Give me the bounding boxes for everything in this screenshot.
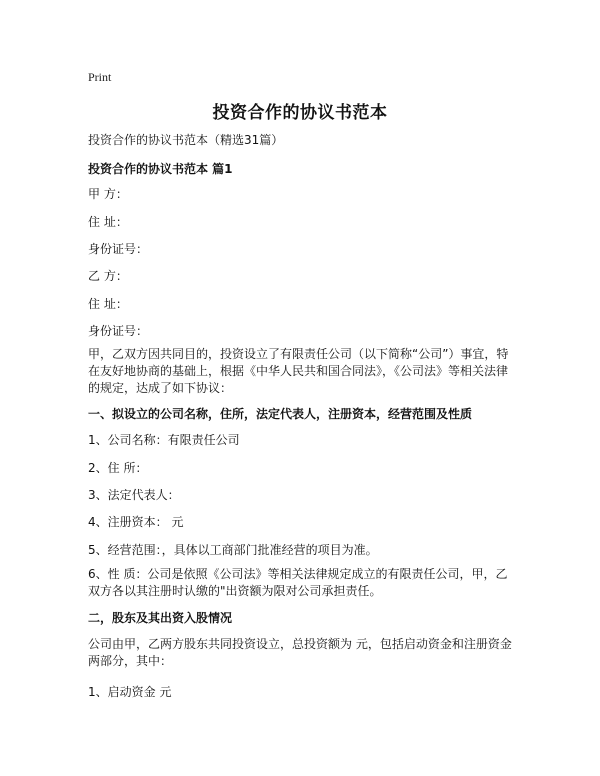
party-b-field: 乙 方：: [88, 269, 128, 283]
id-number-b-field: 身份证号：: [88, 324, 149, 338]
article1-heading: 一、拟设立的公司名称，住所，法定代表人，注册资本，经营范围及性质: [88, 407, 473, 421]
article1-item-registered-capital: 4、注册资本： 元: [88, 515, 184, 529]
article1-item-business-scope: 5、经营范围：，具体以工商部门批准经营的项目为准。: [88, 543, 378, 557]
document-title: 投资合作的协议书范本: [212, 103, 388, 123]
address-a-field: 住 址：: [88, 215, 128, 229]
section-heading: 投资合作的协议书范本 篇1: [88, 162, 233, 176]
article1-item-legal-representative: 3、法定代表人：: [88, 488, 180, 502]
article1-item-company-name: 1、公司名称：有限责任公司: [88, 433, 240, 447]
print-label: Print: [88, 70, 112, 84]
document-subtitle: 投资合作的协议书范本（精选31篇）: [88, 133, 284, 147]
party-a-field: 甲 方：: [88, 187, 128, 201]
article2-heading: 二，股东及其出资入股情况: [88, 611, 233, 625]
article1-item-nature: 6、性 质：公司是依照《公司法》等相关法律规定成立的有限责任公司，甲，乙双方各以其注册时认缴的"出资额为限对公司承担责任。: [88, 567, 508, 598]
article2-item-startup-capital: 1、启动资金 元: [88, 685, 172, 699]
intro-paragraph: 甲，乙双方因共同目的，投资设立了有限责任公司（以下简称“公司”）事宜，特在友好地协商的基础上，根据《中华人民共和国合同法》，《公司法》等相关法律的规定，达成了如下协议：: [88, 347, 509, 395]
article1-item-domicile: 2、住 所：: [88, 461, 148, 475]
address-b-field: 住 址：: [88, 297, 128, 311]
article2-paragraph: 公司由甲，乙两方股东共同投资设立，总投资额为 元，包括启动资金和注册资金两部分，其中：: [88, 637, 512, 668]
id-number-a-field: 身份证号：: [88, 242, 149, 256]
